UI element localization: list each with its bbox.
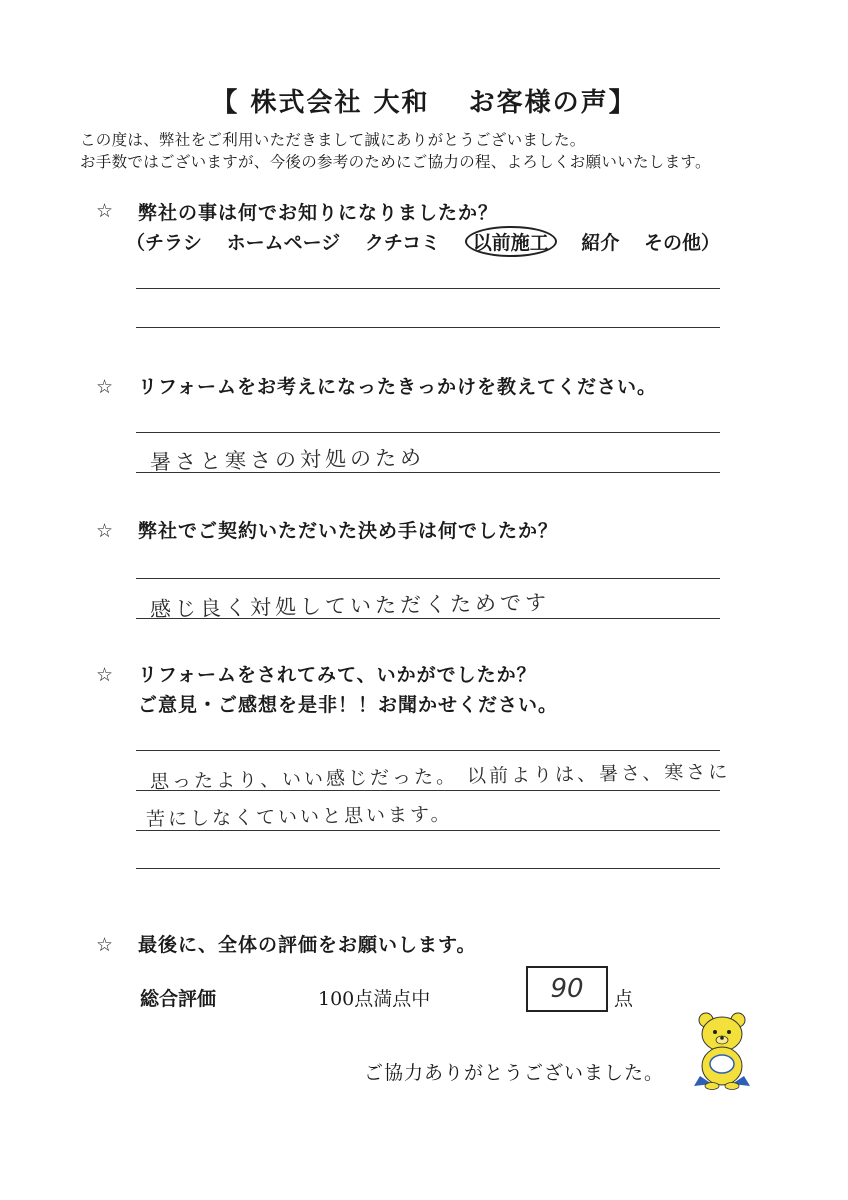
star-icon: ☆ (96, 934, 114, 956)
answer-line (136, 288, 720, 289)
answer-line (136, 432, 720, 433)
answer-2-handwriting: 暑さと寒さの対処のため (149, 445, 426, 475)
question-3: 弊社でご契約いただいた決め手は何でしたか？ (138, 520, 559, 542)
star-icon: ☆ (96, 664, 114, 686)
score-box (526, 966, 608, 1012)
score-unit: 点 (614, 988, 634, 1010)
option-kuchikomi: クチコミ (364, 232, 441, 254)
answer-line (136, 790, 720, 791)
bear-mascot-icon (690, 1010, 754, 1090)
star-icon: ☆ (96, 376, 114, 398)
option-homepage: ホームページ (226, 232, 341, 254)
answer-line (136, 830, 720, 831)
intro-line-2: お手数ではございますが、今後の参考のためにご協力の程、よろしくお願いいたします。 (80, 153, 711, 171)
rating-label: 総合評価 (140, 988, 217, 1010)
star-icon: ☆ (96, 520, 114, 542)
answer-4-handwriting-line-2: 苦にしなくていいと思います。 (145, 803, 453, 831)
question-1: 弊社の事は何でお知りになりましたか？ (138, 202, 499, 224)
answer-line (136, 868, 720, 869)
question-2: リフォームをお考えになったきっかけを教えてください。 (138, 376, 658, 398)
answer-line (136, 327, 720, 328)
thanks-message: ご協力ありがとうございました。 (364, 1062, 665, 1084)
intro-line-1: この度は、弊社をご利用いただきまして誠にありがとうございました。 (80, 131, 586, 149)
page-title: 【 株式会社 大和 お客様の声】 (211, 88, 637, 118)
answer-line (136, 578, 720, 579)
option-previous-work-selected: 以前施工 (465, 226, 557, 257)
rating-scale: 100点満点中 (318, 988, 431, 1010)
answer-line (136, 750, 720, 751)
option-open: （チラシ (126, 232, 203, 254)
answer-3-handwriting: 感じ良く対処していただくためです (149, 590, 551, 622)
option-referral: 紹介 (581, 232, 620, 254)
source-options (126, 226, 738, 257)
option-other: その他） (644, 232, 721, 254)
score-value: 90 (550, 974, 584, 1004)
question-4: リフォームをされてみて、いかがでしたか？ (138, 664, 537, 686)
answer-line (136, 472, 720, 473)
answer-line (136, 618, 720, 619)
star-icon: ☆ (96, 200, 114, 222)
question-4-line-2: ご意見・ご感想を是非！！お聞かせください。 (138, 694, 559, 716)
answer-4-handwriting-line-1: 思ったより、いい感じだった。 以前よりは、暑さ、寒さに (149, 760, 731, 794)
question-5: 最後に、全体の評価をお願いします。 (138, 934, 477, 956)
